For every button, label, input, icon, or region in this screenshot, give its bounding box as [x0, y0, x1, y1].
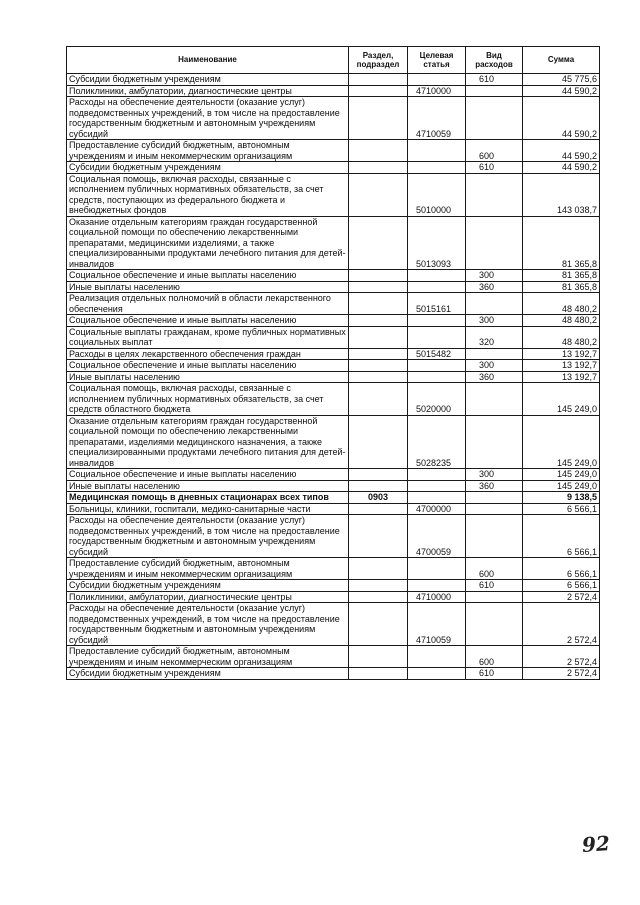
row-target-cell [408, 315, 466, 327]
row-sum-cell: 145 249,0 [523, 415, 600, 469]
row-target-cell: 4700059 [408, 515, 466, 558]
row-kind-cell: 610 [466, 580, 523, 592]
row-kind-cell [466, 503, 523, 515]
row-section-cell [349, 515, 408, 558]
row-section-cell [349, 469, 408, 481]
row-kind-cell: 360 [466, 480, 523, 492]
row-name-cell: Расходы на обеспечение деятельности (оказание услуг) подведомственных учреждений, в том числе на предоставление государственным бюджетным и автономным учреждениям субсидий [67, 97, 349, 140]
row-name-cell: Иные выплаты населению [67, 281, 349, 293]
row-kind-cell [466, 415, 523, 469]
row-kind-cell [466, 97, 523, 140]
header-target: Целевая статья [408, 47, 466, 74]
header-kind: Вид расходов [466, 47, 523, 74]
table-row [67, 85, 600, 97]
row-section-cell [349, 480, 408, 492]
row-target-cell [408, 371, 466, 383]
table-row [67, 415, 600, 469]
row-kind-cell [466, 515, 523, 558]
row-name-cell: Иные выплаты населению [67, 371, 349, 383]
row-name-cell: Социальные выплаты гражданам, кроме публичных нормативных социальных выплат [67, 326, 349, 348]
table-row [67, 469, 600, 481]
row-name-cell: Реализация отдельных полномочий в области лекарственного обеспечения [67, 293, 349, 315]
row-name-cell: Социальное обеспечение и иные выплаты населению [67, 270, 349, 282]
row-name-cell: Иные выплаты населению [67, 480, 349, 492]
row-target-cell [408, 360, 466, 372]
row-sum-cell: 44 590,2 [523, 140, 600, 162]
row-section-cell [349, 383, 408, 416]
row-kind-cell: 360 [466, 371, 523, 383]
row-section-cell [349, 162, 408, 174]
row-sum-cell: 81 365,8 [523, 270, 600, 282]
row-name-cell: Социальное обеспечение и иные выплаты населению [67, 360, 349, 372]
row-target-cell: 5028235 [408, 415, 466, 469]
row-target-cell [408, 580, 466, 592]
row-sum-cell: 2 572,4 [523, 668, 600, 680]
row-section-cell: 0903 [349, 492, 408, 504]
row-target-cell [408, 140, 466, 162]
row-kind-cell: 360 [466, 281, 523, 293]
table-row [67, 162, 600, 174]
table-row [67, 293, 600, 315]
row-target-cell: 5015482 [408, 348, 466, 360]
row-sum-cell: 6 566,1 [523, 503, 600, 515]
table-row [67, 315, 600, 327]
table-row [67, 281, 600, 293]
header-sum: Сумма [523, 47, 600, 74]
row-sum-cell: 13 192,7 [523, 360, 600, 372]
row-section-cell [349, 173, 408, 216]
row-name-cell: Субсидии бюджетным учреждениям [67, 580, 349, 592]
row-name-cell: Больницы, клиники, госпитали, медико-санитарные части [67, 503, 349, 515]
row-sum-cell: 13 192,7 [523, 348, 600, 360]
row-kind-cell [466, 591, 523, 603]
row-sum-cell: 44 590,2 [523, 97, 600, 140]
table-row [67, 603, 600, 646]
row-sum-cell: 2 572,4 [523, 591, 600, 603]
row-section-cell [349, 558, 408, 580]
row-name-cell: Социальное обеспечение и иные выплаты населению [67, 469, 349, 481]
table-row [67, 591, 600, 603]
row-target-cell: 5013093 [408, 216, 466, 270]
row-target-cell [408, 326, 466, 348]
table-header [67, 47, 600, 74]
table-row [67, 668, 600, 680]
table-row [67, 216, 600, 270]
table-row [67, 360, 600, 372]
row-sum-cell: 13 192,7 [523, 371, 600, 383]
row-target-cell [408, 558, 466, 580]
row-section-cell [349, 326, 408, 348]
row-name-cell: Поликлиники, амбулатории, диагностические центры [67, 85, 349, 97]
row-name-cell: Расходы на обеспечение деятельности (оказание услуг) подведомственных учреждений, в том числе на предоставление государственным бюджетным и автономным учреждениям субсидий [67, 515, 349, 558]
row-sum-cell: 81 365,8 [523, 216, 600, 270]
row-sum-cell: 145 249,0 [523, 469, 600, 481]
row-name-cell: Социальная помощь, включая расходы, связанные с исполнением публичных нормативных обязательств, за счет средств областного бюджета [67, 383, 349, 416]
row-target-cell: 4700000 [408, 503, 466, 515]
row-section-cell [349, 580, 408, 592]
row-section-cell [349, 281, 408, 293]
row-kind-cell: 600 [466, 140, 523, 162]
row-target-cell [408, 646, 466, 668]
header-section: Раздел, подраздел [349, 47, 408, 74]
row-sum-cell: 48 480,2 [523, 326, 600, 348]
row-section-cell [349, 371, 408, 383]
row-section-cell [349, 603, 408, 646]
row-sum-cell: 6 566,1 [523, 515, 600, 558]
row-target-cell [408, 162, 466, 174]
row-sum-cell: 48 480,2 [523, 315, 600, 327]
row-kind-cell: 300 [466, 315, 523, 327]
row-sum-cell: 9 138,5 [523, 492, 600, 504]
table-row [67, 140, 600, 162]
row-sum-cell: 145 249,0 [523, 480, 600, 492]
row-name-cell: Субсидии бюджетным учреждениям [67, 162, 349, 174]
table-row [67, 348, 600, 360]
row-section-cell [349, 270, 408, 282]
row-sum-cell: 2 572,4 [523, 603, 600, 646]
row-target-cell [408, 270, 466, 282]
row-section-cell [349, 293, 408, 315]
row-name-cell: Медицинская помощь в дневных стационарах всех типов [67, 492, 349, 504]
table-row [67, 326, 600, 348]
row-section-cell [349, 315, 408, 327]
row-section-cell [349, 74, 408, 86]
row-sum-cell: 44 590,2 [523, 162, 600, 174]
table-row [67, 371, 600, 383]
row-target-cell [408, 668, 466, 680]
row-sum-cell: 45 775,6 [523, 74, 600, 86]
row-section-cell [349, 216, 408, 270]
table-row [67, 383, 600, 416]
row-name-cell: Расходы в целях лекарственного обеспечения граждан [67, 348, 349, 360]
row-target-cell: 5010000 [408, 173, 466, 216]
row-kind-cell [466, 85, 523, 97]
row-sum-cell: 48 480,2 [523, 293, 600, 315]
row-section-cell [349, 591, 408, 603]
row-target-cell [408, 492, 466, 504]
row-kind-cell: 610 [466, 668, 523, 680]
row-section-cell [349, 360, 408, 372]
table-row [67, 646, 600, 668]
table-row [67, 515, 600, 558]
row-name-cell: Поликлиники, амбулатории, диагностические центры [67, 591, 349, 603]
row-kind-cell: 320 [466, 326, 523, 348]
row-kind-cell: 300 [466, 360, 523, 372]
row-target-cell: 5015161 [408, 293, 466, 315]
row-kind-cell [466, 603, 523, 646]
table-row [67, 492, 600, 504]
row-target-cell [408, 469, 466, 481]
row-sum-cell: 2 572,4 [523, 646, 600, 668]
row-section-cell [349, 503, 408, 515]
row-target-cell: 4710000 [408, 591, 466, 603]
row-section-cell [349, 85, 408, 97]
row-name-cell: Оказание отдельным категориям граждан государственной социальной помощи по обеспечению лекарственными препаратами, изделиями медицинского назначения, а также специализированными продуктами лечебного питания для детей-инвалидов [67, 415, 349, 469]
row-section-cell [349, 646, 408, 668]
row-name-cell: Субсидии бюджетным учреждениям [67, 74, 349, 86]
row-kind-cell: 300 [466, 469, 523, 481]
budget-table [66, 46, 600, 680]
row-kind-cell: 610 [466, 74, 523, 86]
row-kind-cell [466, 492, 523, 504]
table-body [67, 74, 600, 680]
row-section-cell [349, 415, 408, 469]
row-name-cell: Социальная помощь, включая расходы, связанные с исполнением публичных нормативных обязательств, за счет средств, поступающих из федерального бюджета и внебюджетных фондов [67, 173, 349, 216]
row-kind-cell: 600 [466, 646, 523, 668]
row-kind-cell: 600 [466, 558, 523, 580]
row-kind-cell [466, 173, 523, 216]
table-row [67, 270, 600, 282]
row-target-cell: 5020000 [408, 383, 466, 416]
row-sum-cell: 81 365,8 [523, 281, 600, 293]
row-target-cell [408, 281, 466, 293]
row-sum-cell: 143 038,7 [523, 173, 600, 216]
row-name-cell: Предоставление субсидий бюджетным, автономным учреждениям и иным некоммерческим организациям [67, 140, 349, 162]
table-row [67, 503, 600, 515]
row-kind-cell [466, 293, 523, 315]
table-row [67, 97, 600, 140]
row-name-cell: Субсидии бюджетным учреждениям [67, 668, 349, 680]
row-section-cell [349, 668, 408, 680]
row-kind-cell: 610 [466, 162, 523, 174]
row-section-cell [349, 140, 408, 162]
table-row [67, 480, 600, 492]
table-row [67, 580, 600, 592]
row-section-cell [349, 348, 408, 360]
row-sum-cell: 6 566,1 [523, 580, 600, 592]
row-target-cell [408, 480, 466, 492]
row-name-cell: Предоставление субсидий бюджетным, автономным учреждениям и иным некоммерческим организациям [67, 646, 349, 668]
row-sum-cell: 145 249,0 [523, 383, 600, 416]
table-row [67, 74, 600, 86]
row-target-cell: 4710059 [408, 97, 466, 140]
row-name-cell: Предоставление субсидий бюджетным, автономным учреждениям и иным некоммерческим организациям [67, 558, 349, 580]
table-row [67, 173, 600, 216]
row-kind-cell: 300 [466, 270, 523, 282]
row-kind-cell [466, 348, 523, 360]
row-sum-cell: 44 590,2 [523, 85, 600, 97]
row-name-cell: Расходы на обеспечение деятельности (оказание услуг) подведомственных учреждений, в том числе на предоставление государственным бюджетным и автономным учреждениям субсидий [67, 603, 349, 646]
row-sum-cell: 6 566,1 [523, 558, 600, 580]
row-section-cell [349, 97, 408, 140]
row-kind-cell [466, 383, 523, 416]
row-target-cell: 4710000 [408, 85, 466, 97]
row-kind-cell [466, 216, 523, 270]
header-name: Наименование [67, 47, 349, 74]
row-name-cell: Социальное обеспечение и иные выплаты населению [67, 315, 349, 327]
row-target-cell [408, 74, 466, 86]
row-name-cell: Оказание отдельным категориям граждан государственной социальной помощи по обеспечению лекарственными препаратами, медицинскими изделиями, а также специализированными продуктами лечебного питания для детей-инвалидов [67, 216, 349, 270]
page-number: 92 [581, 831, 611, 857]
row-target-cell: 4710059 [408, 603, 466, 646]
table-row [67, 558, 600, 580]
